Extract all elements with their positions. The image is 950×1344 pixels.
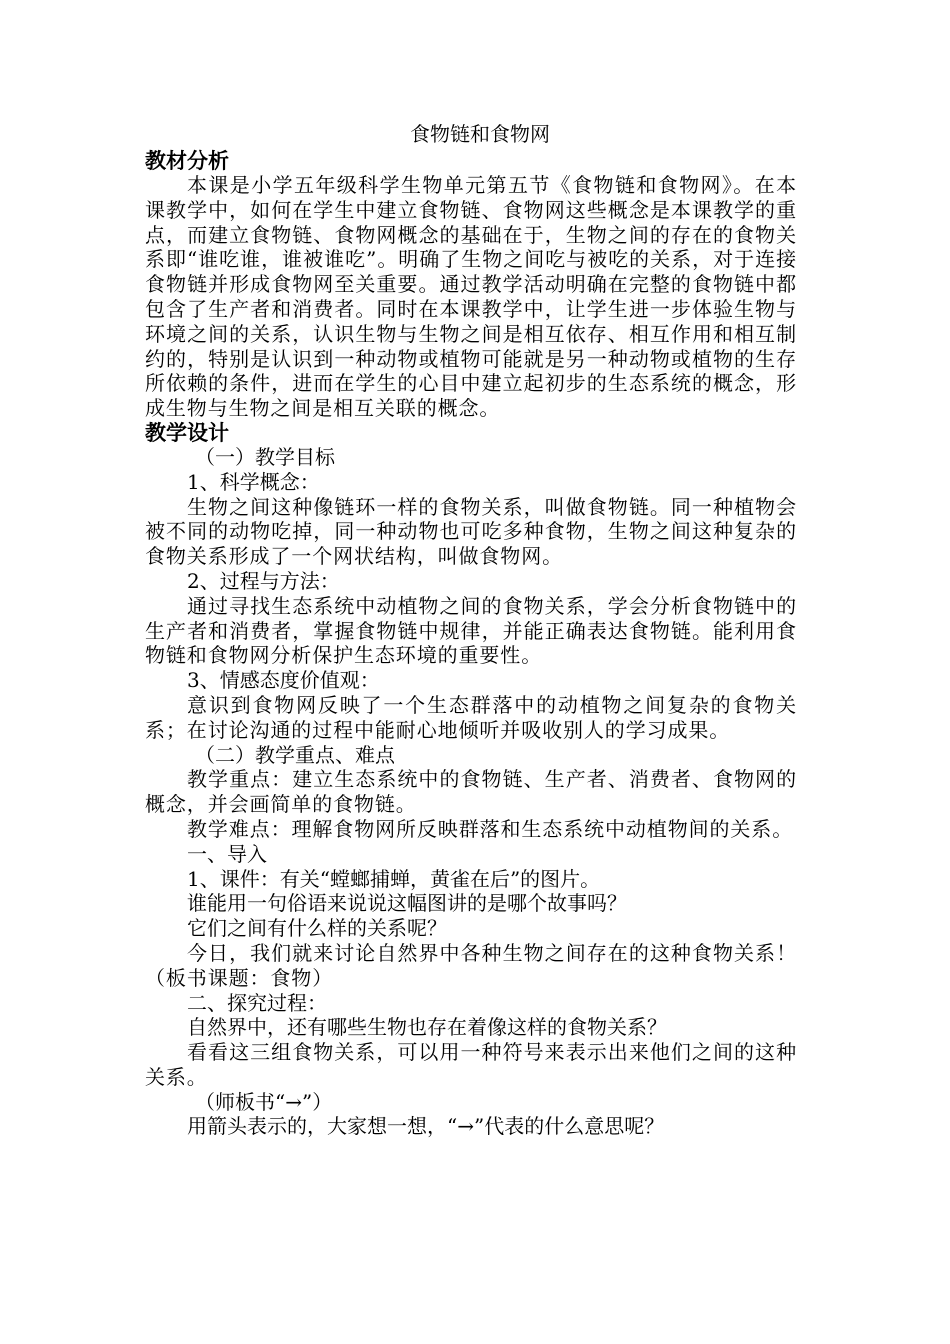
difficult-point-text: 教学难点：理解食物网所反映群落和生态系统中动植物间的关系。 — [187, 816, 794, 841]
intro-line-3: 它们之间有什么样的关系呢？ — [187, 916, 447, 941]
goal-1-text: 生物之间这种像链环一样的食物关系，叫做食物链。同一种植物会被不同的动物吃掉，同一种动物也可吃多种食物，生物之间这种复杂的食物关系形成了一个网状结构，叫做食物网。 — [145, 494, 797, 569]
explore-line-4: 用箭头表示的，大家想一想，“→”代表的什么意思呢？ — [187, 1114, 665, 1139]
intro-line-2: 谁能用一句俗语来说说这幅图讲的是哪个故事吗？ — [187, 891, 627, 916]
goal-1-title: 1、科学概念： — [187, 469, 320, 494]
intro-line-4: 今日，我们就来讨论自然界中各种生物之间存在的这种食物关系！（板书课题：食物） — [145, 940, 797, 990]
key-point-text: 教学重点：建立生态系统中的食物链、生产者、消费者、食物网的概念，并会画简单的食物链。 — [145, 767, 797, 817]
section-heading-teaching-design: 教学设计 — [145, 419, 229, 445]
document-title: 食物链和食物网 — [410, 122, 550, 146]
explore-title: 二、探究过程： — [187, 990, 327, 1015]
key-difficult-title: （二）教学重点、难点 — [195, 742, 395, 767]
explore-line-2: 看看这三组食物关系，可以用一种符号来表示出来他们之间的这种关系。 — [145, 1040, 797, 1089]
intro-title: 一、导入 — [187, 841, 267, 866]
goal-3-text: 意识到食物网反映了一个生态群落中的动植物之间复杂的食物关系；在讨论沟通的过程中能耐心地倾听并吸收别人的学习成果。 — [145, 692, 797, 742]
goal-2-text: 通过寻找生态系统中动植物之间的食物关系，学会分析食物链中的生产者和消费者，掌握食物链中规律，并能正确表达食物链。能利用食物链和食物网分析保护生态环境的重要性。 — [145, 593, 797, 668]
section-heading-textbook-analysis: 教材分析 — [145, 148, 229, 173]
explore-line-3: （师板书“→”） — [195, 1089, 333, 1114]
goal-2-title: 2、过程与方法： — [187, 568, 340, 593]
goal-3-title: 3、情感态度价值观： — [187, 668, 380, 693]
teaching-goals-title: （一）教学目标 — [195, 444, 335, 469]
textbook-analysis-paragraph: 本课是小学五年级科学生物单元第五节《食物链和食物网》。在本课教学中，如何在学生中建立食物链、食物网这些概念是本课教学的重点，而建立食物链、食物网概念的基础在于，生物之间的存在的食物关系即“谁吃谁，谁被谁吃”。明确了生物之间吃与被吃的关系，对于连接食物链并形成食物网至关重要。通过教学活动明确在完整的食物链中都包含了生产者和消费者。同时在本课教学中，让学生进一步体验生物与环境之间的关系，认识生物与生物之间是相互依存、相互作用和相互制约的，特别是认识到一种动物或植物可能就是另一种动物或植物的生存所依赖的条件，进而在学生的心目中建立起初步的生态系统的概念，形成生物与生物之间是相互关联的概念。 — [145, 173, 797, 421]
intro-line-1: 1、课件：有关“螳螂捕蝉，黄雀在后”的图片。 — [187, 866, 601, 891]
explore-line-1: 自然界中，还有哪些生物也存在着像这样的食物关系？ — [187, 1015, 667, 1040]
document-page — [145, 119, 797, 1139]
